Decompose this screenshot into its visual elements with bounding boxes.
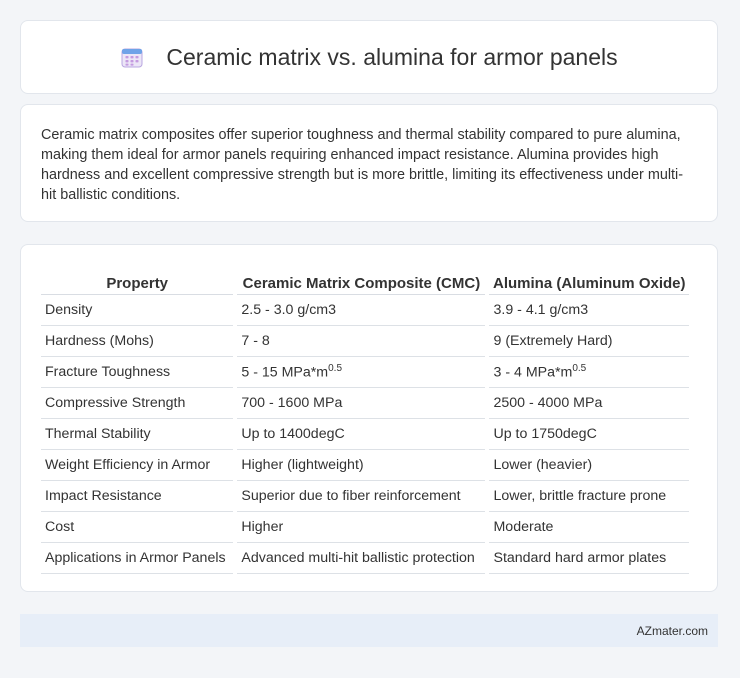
intro-card [20, 104, 718, 222]
table-row [41, 357, 689, 388]
cell-cmc: 700 - 1600 MPa [237, 388, 485, 419]
calendar-icon [120, 45, 144, 69]
cell-alumina [489, 357, 689, 388]
table-row [41, 512, 689, 543]
cell-cmc: Up to 1400degC [237, 419, 485, 450]
cell-property: Applications in Armor Panels [41, 543, 233, 574]
cell-alumina: Lower (heavier) [489, 450, 689, 481]
cell-alumina-value: 3 - 4 MPa*m [493, 364, 573, 381]
page-title: Ceramic matrix vs. alumina for armor panels [166, 43, 618, 70]
table-row [41, 419, 689, 450]
cell-property: Fracture Toughness [41, 357, 233, 388]
cell-property: Compressive Strength [41, 388, 233, 419]
cell-cmc: Advanced multi-hit ballistic protection [237, 543, 485, 574]
column-header-cmc: Ceramic Matrix Composite (CMC) [237, 265, 485, 295]
column-header-property: Property [41, 265, 233, 295]
table-row [41, 481, 689, 512]
cell-cmc: Superior due to fiber reinforcement [237, 481, 485, 512]
table-row [41, 388, 689, 419]
cell-cmc: 2.5 - 3.0 g/cm3 [237, 295, 485, 326]
table-row [41, 450, 689, 481]
table-row [41, 326, 689, 357]
cell-alumina: 9 (Extremely Hard) [489, 326, 689, 357]
cell-cmc-value: 5 - 15 MPa*m [241, 364, 329, 381]
table-header-row [41, 265, 689, 295]
title-card [20, 20, 718, 94]
footer [20, 614, 718, 647]
intro-text: Ceramic matrix composites offer superior toughness and thermal stability compared to pure alumina, making them ideal for armor panels requiring enhanced impact resistance. Alumina provides high hardness and excellent compressive strength but is more brittle, limiting its effectiveness under multi-hit ballistic conditions. [41, 127, 684, 203]
comparison-card [20, 244, 718, 592]
cell-alumina: Moderate [489, 512, 689, 543]
comparison-table [37, 265, 693, 574]
table-row [41, 295, 689, 326]
cell-alumina: Standard hard armor plates [489, 543, 689, 574]
cell-property: Cost [41, 512, 233, 543]
cell-cmc: 7 - 8 [237, 326, 485, 357]
cell-alumina: 2500 - 4000 MPa [489, 388, 689, 419]
cell-property: Hardness (Mohs) [41, 326, 233, 357]
cell-property: Density [41, 295, 233, 326]
cell-cmc-exponent: 0.5 [328, 363, 343, 375]
column-header-alumina: Alumina (Aluminum Oxide) [489, 265, 689, 295]
cell-alumina: 3.9 - 4.1 g/cm3 [489, 295, 689, 326]
cell-property: Weight Efficiency in Armor [41, 450, 233, 481]
cell-cmc: Higher (lightweight) [237, 450, 485, 481]
cell-alumina: Lower, brittle fracture prone [489, 481, 689, 512]
cell-property: Thermal Stability [41, 419, 233, 450]
footer-site-link[interactable]: AZmater.com [636, 623, 708, 638]
cell-alumina: Up to 1750degC [489, 419, 689, 450]
cell-cmc: Higher [237, 512, 485, 543]
cell-cmc [237, 357, 485, 388]
cell-alumina-exponent: 0.5 [572, 363, 587, 375]
table-row [41, 543, 689, 574]
cell-property: Impact Resistance [41, 481, 233, 512]
